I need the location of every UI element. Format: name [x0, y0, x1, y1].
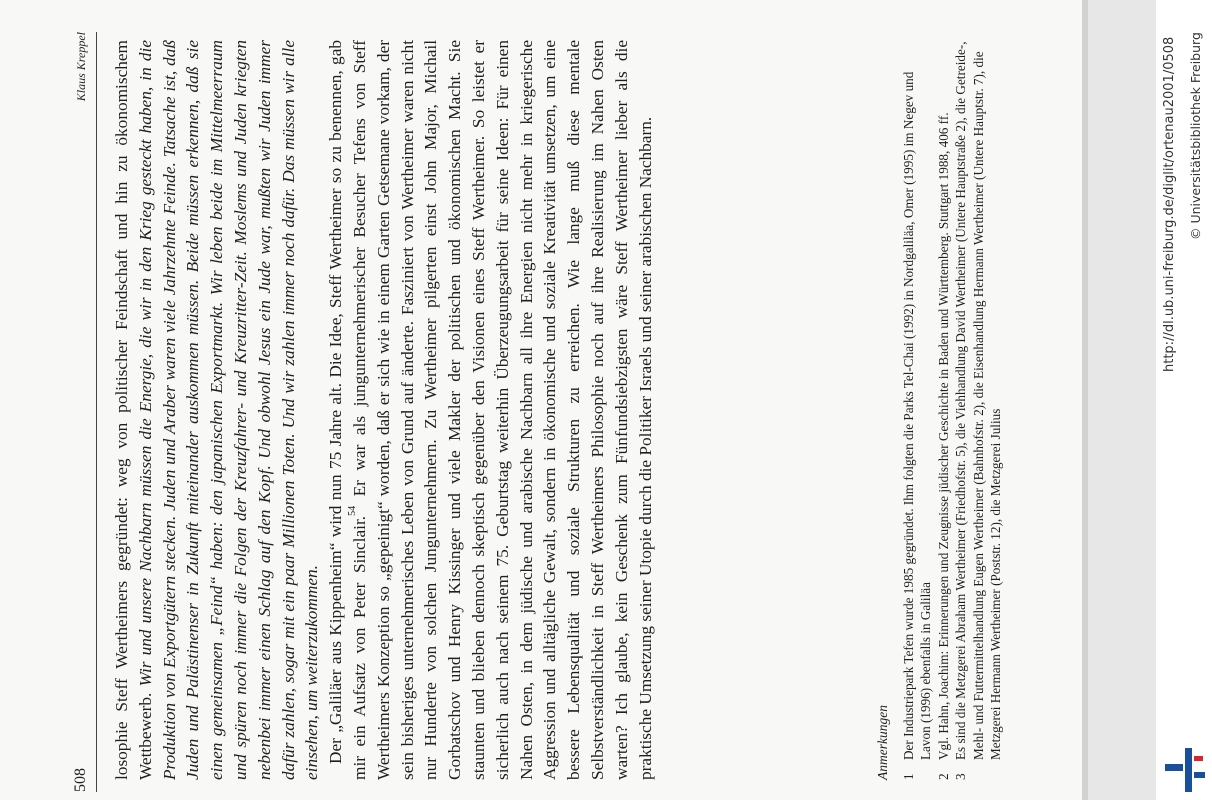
university-library-logo-icon [1163, 748, 1207, 792]
body-text [110, 40, 657, 780]
page-number: 508 [72, 768, 89, 792]
paragraph-2 [324, 40, 657, 780]
footnote-3 [952, 40, 1005, 780]
footnotes [874, 40, 1005, 780]
notes-heading: Anmerkungen [875, 705, 890, 780]
copyright-notice: © Universitätsbibliothek Freiburg [1188, 32, 1203, 240]
footnote-2 [935, 40, 953, 780]
paragraph-2-rest: Er war als jungunternehmerischer Besucher Tefens von Steff Wertheimers Konzeption so „gepeinigt“ worden, daß er sich wie in einem Garten Getsemane vorkam, der sein bisheriges unternehmerisches Leben von Grund auf änderte. Fasziniert von Wertheimer waren nicht nur Hunderte von solchen Jungunternehmern. Zu Wertheimer pilgerten einst John Major, Michail Gorbatschov und Henry Kissinger und viele Makler der politischen und ökonomischen Macht. Sie staunten und blieben dennoch skeptisch gegenüber den Visionen eines Steff Wertheimer. So leistet er sicherlich auch nach seinem 75. Geburtstag weiterhin Überzeugungsarbeit für seine Ideen: Für einen Nahen Osten, in dem jüdische und arabische Nachbarn all ihre Energien nicht mehr in kriegerische Aggression und alltägliche Gewalt, sondern in ökonomische und soziale Kreativität umsetzen, um eine bessere Lebensqualität und soziale Strukturen zu erreichen. Wie lange muß diese mentale Selbstverständlichkeit in Steff Wertheimers Philosophie noch auf ihre Realisierung im Nahen Osten warten? Ich glaube, kein Geschenk zum Fünfundsiebzigsten wäre Steff Wertheimer lieber als die praktische Umsetzung seiner Utopie durch die Politiker Israels und seiner arabischen Nachbarn. [349, 40, 655, 780]
paragraph-1 [110, 40, 324, 780]
source-url-link[interactable]: http://dl.ub.uni-freiburg.de/diglit/ortenau2001/0508 [1162, 36, 1177, 372]
footnote-text: Vgl. Hahn, Joachim: Erinnerungen und Zeugnisse jüdischer Geschichte in Baden und Württemberg. Stuttgart 1988, 406 ff. [935, 112, 951, 760]
paragraph-2-start: Der „Galiläer aus Kippenheim“ wird nun 75 Jahre alt. Die Idee, Steff Wertheimer so zu benennen, gab mir ein Aufsatz von Peter Sinclair. [326, 40, 369, 780]
wertheimer-quote: Wir und unsere Nachbarn müssen die Energie, die wir in den Krieg gesteckt haben, in die Produktion von Exportgütern stecken. Juden und Araber waren viele Jahrzehnte Feinde. Tatsache ist, daß Juden und Palästinenser in Zukunft miteinander auskommen müssen. Beide müssen erkennen, daß sie einen gemeinsamen „Feind“ haben: den japanischen Exportmarkt. Wir leben beide im Mittelmeerraum und spüren noch immer die Folgen der Kreuzfahrer- und Kreuzritter-Zeit. Moslems und Juden kriegten nebenbei immer einen Schlag auf den Kopf. Und obwohl Jesus ein Jude war, mußten wir Juden immer dafür zahlen, sogar mit ein paar Millionen Toten. Und wir zahlen immer noch dafür. Das müssen wir alle einsehen, um weiterzukommen. [135, 40, 322, 780]
running-header [70, 32, 97, 792]
paragraph-1-text: losophie Steff Wertheimers gegründet: weg von politischer Feindschaft und hin zu ökonomischem Wettbewerb. [112, 40, 155, 780]
running-author: Klaus Kreppel [74, 32, 88, 102]
footnote-text: Der Industriepark Tefen wurde 1985 gegründet. Ihm folgten die Parks Tel-Chai (1992) in Nordgaliläa, Omer (1995) im Negev und Lavon (1996) ebenfalls in Galiläa [900, 71, 933, 760]
footnote-number: 2 [935, 773, 951, 780]
footnote-number: 1 [900, 773, 916, 780]
footnote-1 [900, 40, 935, 780]
footnote-number: 3 [953, 773, 968, 780]
footnote-text: Es sind die Metzgerei Abraham Wertheimer (Friedhofstr. 5), die Viehhandlung David Wertheimer (Untere Hauptstraße 2), die Getreide-, Mehl- und Futtermittelhandlung Eugen Wertheimer (Bahnhofstr. 2), die Eisenhandlung Hermann Wertheimer (Untere Hauptstr. 7), die Metzgerei Hermann Wertheimer (Poststr. 12), die Metzgerei Julius [953, 41, 1003, 760]
footnote-ref-54: 54 [346, 505, 358, 516]
